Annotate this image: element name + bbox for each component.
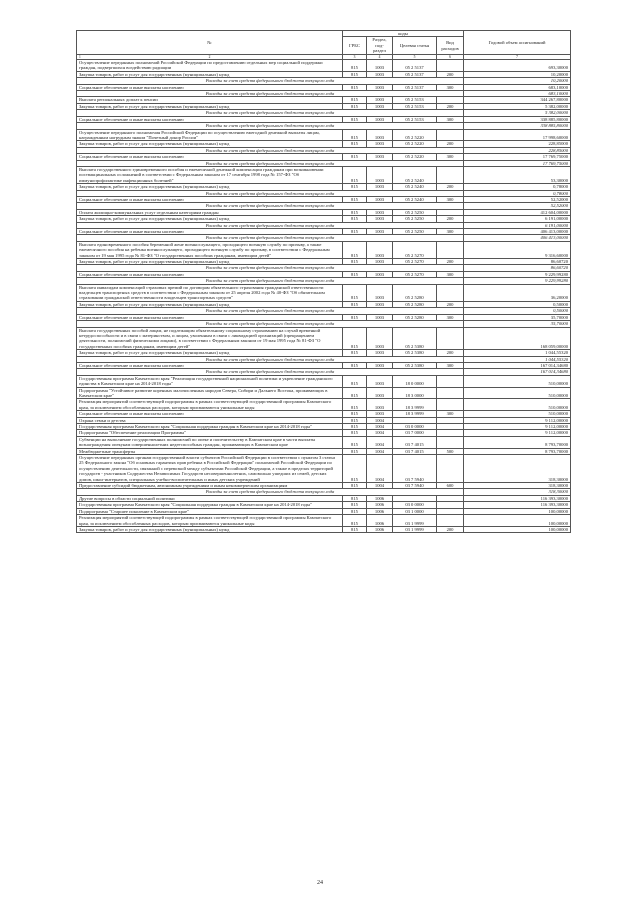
- row-expense-type: 300: [437, 84, 464, 90]
- row-grbs: 815: [343, 411, 367, 417]
- row-section: 1003: [367, 116, 393, 122]
- row-expense-type: [437, 284, 464, 301]
- funding-note-amount: 683,10000: [464, 91, 571, 97]
- row-expense-type: 200: [437, 103, 464, 109]
- row-grbs: 815: [343, 184, 367, 190]
- row-amount: 9 112,00000: [464, 417, 571, 423]
- index-cell: 7: [464, 54, 571, 59]
- row-expense-type: 200: [437, 526, 464, 532]
- row-grbs: 815: [343, 515, 367, 527]
- row-description: Закупка товаров, работ и услуг для государственных (муниципальных) нужд: [77, 103, 343, 109]
- row-section: 1004: [367, 448, 393, 454]
- row-section: 1004: [367, 483, 393, 489]
- row-target-article: 05 2 5137: [393, 71, 437, 77]
- header-section: Раздел, под-раздел: [367, 37, 393, 54]
- funding-note-amount: 9 229,99280: [464, 278, 571, 284]
- row-target-article: 05 2 5280: [393, 301, 437, 307]
- funding-note-text: Расходы за счет средств федерального бюджета текущего года: [77, 110, 464, 116]
- row-expense-type: 300: [437, 411, 464, 417]
- row-amount: 510,00000: [464, 399, 571, 411]
- row-description: Закупка товаров, работ и услуг для государственных (муниципальных) нужд: [77, 71, 343, 77]
- row-amount: 17 769,75000: [464, 154, 571, 160]
- row-description: Выплата региональных доплат к пенсии: [77, 97, 343, 103]
- index-cell: 6: [437, 54, 464, 59]
- row-target-article: 03 1 9999: [393, 526, 437, 532]
- row-expense-type: 300: [437, 314, 464, 320]
- row-section: 1003: [367, 129, 393, 141]
- row-expense-type: 300: [437, 154, 464, 160]
- row-description: Выплата государственного единовременного пособия и ежемесячной денежной компенсации гражданам при возникновении поствакцинальных осложнений в соответствии с Федеральным законом от 17 сентября 1998 года № 157-ФЗ "Об иммунопрофилактике инфекционных болезней": [77, 166, 343, 183]
- row-grbs: 815: [343, 84, 367, 90]
- row-amount: 510,00000: [464, 375, 571, 387]
- funding-note-text: Расходы за счет средств федерального бюджета текущего года: [77, 190, 464, 196]
- row-amount: 100,00000: [464, 508, 571, 514]
- row-section: 1003: [367, 301, 393, 307]
- row-target-article: 05 2 5250: [393, 229, 437, 235]
- row-amount: 17 998,60000: [464, 129, 571, 141]
- budget-table: [76, 30, 571, 533]
- row-target-article: 05 2 5240: [393, 166, 437, 183]
- row-amount: 683,10000: [464, 84, 571, 90]
- table-row: [77, 284, 571, 301]
- row-amount: 167 014,34680: [464, 362, 571, 368]
- budget-page: [76, 30, 570, 533]
- row-grbs: 815: [343, 417, 367, 423]
- row-section: 1004: [367, 455, 393, 483]
- index-row: [77, 54, 571, 59]
- table-row: [77, 526, 571, 532]
- row-expense-type: [437, 375, 464, 387]
- row-section: 1004: [367, 417, 393, 423]
- row-section: 1003: [367, 327, 393, 350]
- funding-note-text: Расходы за счет средств федерального бюджета текущего года: [77, 265, 464, 271]
- funding-note-amount: 406 413,00000: [464, 235, 571, 241]
- row-amount: 53,30000: [464, 166, 571, 183]
- row-target-article: 05 2 5380: [393, 362, 437, 368]
- row-target-article: 05 2 5380: [393, 327, 437, 350]
- funding-note-text: Расходы за счет средств федерального бюджета текущего года: [77, 356, 464, 362]
- row-expense-type: [437, 387, 464, 399]
- funding-note-amount: 1 044,55320: [464, 356, 571, 362]
- table-row: [77, 375, 571, 387]
- row-expense-type: [437, 436, 464, 448]
- row-description: Государственная программа Камчатского края "Социальная поддержка граждан в Камчатском крае на 2014-2018 годы": [77, 424, 343, 430]
- row-description: Социальное обеспечение и иные выплаты населению: [77, 196, 343, 202]
- funding-note-text: Расходы за счет средств федерального бюджета текущего года: [77, 78, 464, 84]
- row-target-article: 03 1 9999: [393, 515, 437, 527]
- row-grbs: 815: [343, 216, 367, 222]
- table-row: [77, 455, 571, 483]
- row-grbs: 815: [343, 436, 367, 448]
- row-amount: 116 393,30000: [464, 502, 571, 508]
- row-amount: 100,00000: [464, 526, 571, 532]
- funding-note-text: Расходы за счет средств федерального бюджета текущего года: [77, 203, 464, 209]
- row-grbs: 815: [343, 209, 367, 215]
- funding-note-amount: 5 382,00000: [464, 110, 571, 116]
- funding-note-text: Расходы за счет средств федерального бюджета текущего года: [77, 369, 464, 375]
- row-amount: 9 316,60000: [464, 241, 571, 258]
- row-amount: 406 413,00000: [464, 229, 571, 235]
- row-section: 1003: [367, 103, 393, 109]
- row-target-article: 05 2 5153: [393, 116, 437, 122]
- row-amount: 510,00000: [464, 387, 571, 399]
- row-description: Предоставление субсидий бюджетным, автономным учреждениям и иным некоммерческим организациям: [77, 483, 343, 489]
- funding-note-amount: 6 191,00000: [464, 222, 571, 228]
- row-grbs: 815: [343, 241, 367, 258]
- row-expense-type: 200: [437, 259, 464, 265]
- row-grbs: 815: [343, 60, 367, 72]
- row-grbs: 815: [343, 430, 367, 436]
- row-expense-type: [437, 399, 464, 411]
- row-target-article: 03 7 5940: [393, 455, 437, 483]
- row-target-article: 05 2 5250: [393, 216, 437, 222]
- row-section: 1003: [367, 271, 393, 277]
- row-target-article: 03 7 5940: [393, 483, 437, 489]
- row-target-article: 18 3 9999: [393, 411, 437, 417]
- funding-note-amount: 10,20000: [464, 78, 571, 84]
- row-description: Закупка товаров, работ и услуг для государственных (муниципальных) нужд: [77, 301, 343, 307]
- row-section: 1003: [367, 229, 393, 235]
- row-section: 1003: [367, 209, 393, 215]
- funding-note-text: Расходы за счет средств федерального бюджета текущего года: [77, 160, 464, 166]
- funding-note-text: Расходы за счет средств федерального бюджета текущего года: [77, 235, 464, 241]
- row-grbs: 815: [343, 116, 367, 122]
- row-section: 1003: [367, 166, 393, 183]
- row-amount: 318,30000: [464, 483, 571, 489]
- row-description: Социальное обеспечение и иные выплаты населению: [77, 116, 343, 122]
- row-description: Закупка товаров, работ и услуг для государственных (муниципальных) нужд: [77, 184, 343, 190]
- row-section: 1003: [367, 241, 393, 258]
- row-description: Социальное обеспечение и иные выплаты населению: [77, 229, 343, 235]
- row-amount: 318,30000: [464, 455, 571, 483]
- row-grbs: 815: [343, 97, 367, 103]
- funding-note-amount: 228,85000: [464, 147, 571, 153]
- row-amount: 52,52000: [464, 196, 571, 202]
- row-description: Закупка товаров, работ и услуг для государственных (муниципальных) нужд: [77, 259, 343, 265]
- row-target-article: 03 7 4015: [393, 448, 437, 454]
- table-row: [77, 436, 571, 448]
- row-target-article: 03 7 0000: [393, 430, 437, 436]
- row-grbs: 815: [343, 196, 367, 202]
- funding-note-text: Расходы за счет средств федерального бюджета текущего года: [77, 91, 464, 97]
- row-target-article: 05 2 5137: [393, 84, 437, 90]
- row-description: Подпрограмма "Старшее поколение в Камчатском крае": [77, 508, 343, 514]
- funding-note-text: Расходы за счет средств федерального бюджета текущего года: [77, 308, 464, 314]
- row-amount: 6 191,00000: [464, 216, 571, 222]
- row-section: 1003: [367, 375, 393, 387]
- row-amount: 510,00000: [464, 411, 571, 417]
- row-amount: 693,30000: [464, 60, 571, 72]
- row-section: 1003: [367, 84, 393, 90]
- row-amount: 36,20000: [464, 284, 571, 301]
- row-grbs: 815: [343, 375, 367, 387]
- row-target-article: 05 2 5240: [393, 196, 437, 202]
- row-expense-type: 600: [437, 483, 464, 489]
- row-section: 1003: [367, 314, 393, 320]
- row-target-article: 03 0 0000: [393, 424, 437, 430]
- row-expense-type: 200: [437, 350, 464, 356]
- row-amount: 338 885,80000: [464, 116, 571, 122]
- row-description: Закупка товаров, работ и услуг для государственных (муниципальных) нужд: [77, 350, 343, 356]
- row-grbs: 815: [343, 455, 367, 483]
- funding-note-amount: 0,50000: [464, 308, 571, 314]
- row-grbs: 815: [343, 387, 367, 399]
- row-target-article: 18 0 0000: [393, 375, 437, 387]
- row-description: Государственная программа Камчатского края "Реализация государственной национальной политики и укрепление гражданского единства в Камчатском крае на 2014-2018 годы": [77, 375, 343, 387]
- row-section: 1006: [367, 526, 393, 532]
- index-cell: [77, 54, 343, 59]
- table-row: [77, 241, 571, 258]
- row-description: Реализация мероприятий соответствующей подпрограммы в рамках соответствующей государственной программы Камчатского края, за исключением обособленных расходов, которым присваиваются уникальные коды: [77, 515, 343, 527]
- row-amount: 10,20000: [464, 71, 571, 77]
- page-number: 24: [317, 880, 323, 886]
- row-description: Социальное обеспечение и иные выплаты населению: [77, 362, 343, 368]
- row-grbs: 815: [343, 71, 367, 77]
- row-amount: 0,50000: [464, 301, 571, 307]
- row-target-article: 05 2 5220: [393, 141, 437, 147]
- row-target-article: 18 3 9999: [393, 399, 437, 411]
- row-grbs: 815: [343, 259, 367, 265]
- row-section: 1004: [367, 430, 393, 436]
- index-cell: 3: [343, 54, 367, 59]
- funding-note-text: Расходы за счет средств федерального бюджета текущего года: [77, 489, 464, 495]
- row-amount: 8 793,70000: [464, 448, 571, 454]
- funding-note-text: Расходы за счет средств федерального бюджета текущего года: [77, 278, 464, 284]
- row-grbs: 815: [343, 350, 367, 356]
- header-num: №: [77, 31, 343, 55]
- row-description: Социальное обеспечение и иные выплаты населению: [77, 84, 343, 90]
- table-row: [77, 515, 571, 527]
- row-amount: 0,78000: [464, 184, 571, 190]
- index-label: 1: [79, 54, 81, 59]
- row-amount: 168 059,00000: [464, 327, 571, 350]
- row-grbs: 815: [343, 502, 367, 508]
- header-total: Годовой объем ассигнований: [464, 31, 571, 55]
- row-target-article: 05 2 5240: [393, 184, 437, 190]
- row-expense-type: [437, 241, 464, 258]
- row-expense-type: [437, 166, 464, 183]
- row-description: Закупка товаров, работ и услуг для государственных (муниципальных) нужд: [77, 526, 343, 532]
- row-grbs: 815: [343, 495, 367, 501]
- row-section: 1003: [367, 362, 393, 368]
- row-description: Осуществление переданных полномочий Российской Федерации по предоставлению отдельных мер социальной поддержки граждан, подвергшихся воздействию радиации: [77, 60, 343, 72]
- row-description: Выплата инвалидам компенсаций страховых премий по договорам обязательного страхования гражданской ответственности владельцев транспортных средств в соответствии с Федеральным законом от 25 апреля 2002 года № 40-ФЗ "Об обязательном страховании гражданской ответственности владельцев транспортных средств": [77, 284, 343, 301]
- row-target-article: 05 2 5270: [393, 241, 437, 258]
- row-expense-type: 200: [437, 301, 464, 307]
- row-description: Социальное обеспечение и иные выплаты населению: [77, 271, 343, 277]
- row-grbs: 815: [343, 166, 367, 183]
- row-section: 1004: [367, 424, 393, 430]
- row-expense-type: 500: [437, 448, 464, 454]
- row-target-article: 03 0 0000: [393, 502, 437, 508]
- row-grbs: 815: [343, 129, 367, 141]
- row-description: Осуществление переданного полномочия Российской Федерации по осуществлению ежегодной денежной выплаты лицам, награжденным нагрудным знаком "Почетный донор России": [77, 129, 343, 141]
- funding-note-text: Расходы за счет средств федерального бюджета текущего года: [77, 147, 464, 153]
- row-section: 1003: [367, 154, 393, 160]
- row-grbs: 815: [343, 154, 367, 160]
- table-row: [77, 166, 571, 183]
- row-amount: 228,85000: [464, 141, 571, 147]
- funding-note-amount: 35,70000: [464, 321, 571, 327]
- row-section: 1003: [367, 387, 393, 399]
- row-expense-type: 300: [437, 362, 464, 368]
- row-section: 1006: [367, 502, 393, 508]
- row-target-article: 05 2 5153: [393, 103, 437, 109]
- row-target-article: 05 2 5220: [393, 154, 437, 160]
- row-amount: 344 267,80000: [464, 97, 571, 103]
- row-description: Реализация мероприятий соответствующей подпрограммы в рамках соответствующей государственной программы Камчатского края, за исключением обособленных расходов, которым присваиваются уникальные коды: [77, 399, 343, 411]
- table-row: [77, 387, 571, 399]
- row-description: Субвенции на выполнение государственных полномочий по опеке и попечительству в Камчатском крае в части выплаты вознаграждения опекунам совершеннолетних недееспособных граждан, проживающих в Камчатском крае: [77, 436, 343, 448]
- row-section: 1003: [367, 284, 393, 301]
- row-description: Охрана семьи и детства: [77, 417, 343, 423]
- row-grbs: 815: [343, 362, 367, 368]
- row-target-article: 03 7 4015: [393, 436, 437, 448]
- row-expense-type: [437, 455, 464, 483]
- index-cell: 4: [367, 54, 393, 59]
- row-grbs: 815: [343, 301, 367, 307]
- row-amount: 116 393,30000: [464, 495, 571, 501]
- row-description: Социальное обеспечение и иные выплаты населению: [77, 154, 343, 160]
- row-grbs: 815: [343, 284, 367, 301]
- row-section: 1004: [367, 436, 393, 448]
- row-description: Закупка товаров, работ и услуг для государственных (муниципальных) нужд: [77, 216, 343, 222]
- row-amount: 86,60720: [464, 259, 571, 265]
- funding-note-amount: 0,78000: [464, 190, 571, 196]
- row-grbs: 815: [343, 327, 367, 350]
- funding-note-amount: 17 769,75000: [464, 160, 571, 166]
- funding-note-text: Расходы за счет средств федерального бюджета текущего года: [77, 321, 464, 327]
- row-section: 1003: [367, 399, 393, 411]
- funding-note-amount: 318,30000: [464, 489, 571, 495]
- row-grbs: 815: [343, 399, 367, 411]
- row-section: 1003: [367, 184, 393, 190]
- row-amount: 9 229,99280: [464, 271, 571, 277]
- row-description: Выплата единовременного пособия беременной жене военнослужащего, проходящего военную службу по призыву, а также ежемесячного пособия на ребенка военнослужащего, проходящего военную службу по призыву, в соответствии с Федеральным законом от 19 мая 1995 года № 81-ФЗ "О государственных пособиях гражданам, имеющим детей": [77, 241, 343, 258]
- table-row: [77, 60, 571, 72]
- row-target-article: 05 2 5153: [393, 97, 437, 103]
- index-label: 2: [208, 54, 211, 59]
- row-amount: 5 382,00000: [464, 103, 571, 109]
- row-target-article: 03 1 0000: [393, 508, 437, 514]
- row-grbs: 815: [343, 314, 367, 320]
- index-cell: 5: [393, 54, 437, 59]
- row-description: Закупка товаров, работ и услуг для государственных (муниципальных) нужд: [77, 141, 343, 147]
- row-section: 1006: [367, 508, 393, 514]
- row-section: 1003: [367, 60, 393, 72]
- row-target-article: 05 2 5270: [393, 271, 437, 277]
- row-target-article: 05 2 5280: [393, 314, 437, 320]
- row-target-article: 05 2 5220: [393, 129, 437, 141]
- row-grbs: 815: [343, 141, 367, 147]
- row-section: 1003: [367, 259, 393, 265]
- header-grbs: ГРБС: [343, 37, 367, 54]
- row-grbs: 815: [343, 483, 367, 489]
- row-section: 1003: [367, 141, 393, 147]
- row-amount: 9 112,00000: [464, 430, 571, 436]
- funding-note-amount: 52,52000: [464, 203, 571, 209]
- row-expense-type: 200: [437, 71, 464, 77]
- row-expense-type: 200: [437, 216, 464, 222]
- row-section: 1003: [367, 196, 393, 202]
- row-grbs: 815: [343, 229, 367, 235]
- row-section: 1003: [367, 350, 393, 356]
- row-expense-type: [437, 515, 464, 527]
- row-amount: 8 793,70000: [464, 436, 571, 448]
- row-target-article: 05 2 5380: [393, 350, 437, 356]
- row-target-article: 18 3 0000: [393, 387, 437, 399]
- row-target-article: 05 2 5270: [393, 259, 437, 265]
- row-target-article: 05 2 5280: [393, 284, 437, 301]
- row-section: 1003: [367, 97, 393, 103]
- table-row: [77, 399, 571, 411]
- row-description: Подпрограмма "Устойчивое развитие коренных малочисленных народов Севера, Сибири и Дальнего Востока, проживающих в Камчатском крае": [77, 387, 343, 399]
- row-section: 1006: [367, 495, 393, 501]
- row-target-article: 05 2 5137: [393, 60, 437, 72]
- row-section: 1003: [367, 71, 393, 77]
- row-grbs: 815: [343, 526, 367, 532]
- row-section: 1003: [367, 216, 393, 222]
- row-description: Социальное обеспечение и иные выплаты населению: [77, 314, 343, 320]
- row-expense-type: [437, 129, 464, 141]
- row-grbs: 815: [343, 424, 367, 430]
- funding-note-amount: 86,60720: [464, 265, 571, 271]
- row-description: Государственная программа Камчатского края "Социальная поддержка граждан в Камчатском крае на 2014-2018 годы": [77, 502, 343, 508]
- row-expense-type: 300: [437, 229, 464, 235]
- funding-note-amount: 167 014,34680: [464, 369, 571, 375]
- row-expense-type: [437, 327, 464, 350]
- row-amount: 412 604,00000: [464, 209, 571, 215]
- table-row: [77, 129, 571, 141]
- row-description: Выплата государственных пособий лицам, не подлежащим обязательному социальному страхованию на случай временной нетрудоспособности и в связи с материнством, и лицам, уволенным в связи с ликвидацией организаций (прекращением деятельности, полномочий физическими лицами), в соответствии с Федеральным законом от 19 мая 1995 года № 81-ФЗ "О государственных пособиях гражданам, имеющим детей": [77, 327, 343, 350]
- row-description: Осуществление переданных органам государственной власти субъектов Российской Федерации в соответствии с пунктом 3 статьи 25 Федерального закона "Об основных гарантиях прав ребенка в Российской Федерации" полномочий Российской Федерации по осуществлению деятельности, связанной с перевозкой между субъектами Российской Федерации, а также в пределах территорий государств - участников Содружества Независимых Государств несовершеннолетних, самовольно ушедших из семей, детских домов, школ-интернатов, специальных учебно-воспитательных и иных детских учреждений: [77, 455, 343, 483]
- row-description: Социальное обеспечение и иные выплаты населению: [77, 411, 343, 417]
- row-description: Межбюджетные трансферты: [77, 448, 343, 454]
- funding-note-text: Расходы за счет средств федерального бюджета текущего года: [77, 222, 464, 228]
- row-expense-type: 300: [437, 116, 464, 122]
- row-expense-type: [437, 60, 464, 72]
- row-grbs: 815: [343, 103, 367, 109]
- row-section: 1006: [367, 515, 393, 527]
- header-type: Вид расходов: [437, 37, 464, 54]
- row-section: 1003: [367, 411, 393, 417]
- header-target: Целевая статья: [393, 37, 437, 54]
- funding-note-amount: 338 885,80000: [464, 123, 571, 129]
- row-amount: 35,70000: [464, 314, 571, 320]
- row-expense-type: 300: [437, 196, 464, 202]
- row-grbs: 815: [343, 271, 367, 277]
- row-target-article: 05 2 5250: [393, 209, 437, 215]
- funding-note-text: Расходы за счет средств федерального бюджета текущего года: [77, 123, 464, 129]
- table-row: [77, 327, 571, 350]
- row-description: Подпрограмма "Обеспечение реализации Программы": [77, 430, 343, 436]
- row-expense-type: 200: [437, 141, 464, 147]
- row-grbs: 815: [343, 448, 367, 454]
- row-amount: 9 112,00000: [464, 424, 571, 430]
- header-codes: коды: [343, 31, 464, 37]
- row-description: Оплата жилищно-коммунальных услуг отдельным категориям граждан: [77, 209, 343, 215]
- row-amount: 100,00000: [464, 515, 571, 527]
- row-expense-type: 300: [437, 271, 464, 277]
- row-grbs: 815: [343, 508, 367, 514]
- row-expense-type: 200: [437, 184, 464, 190]
- row-description: Другие вопросы в области социальной политики: [77, 495, 343, 501]
- row-amount: 1 044,55320: [464, 350, 571, 356]
